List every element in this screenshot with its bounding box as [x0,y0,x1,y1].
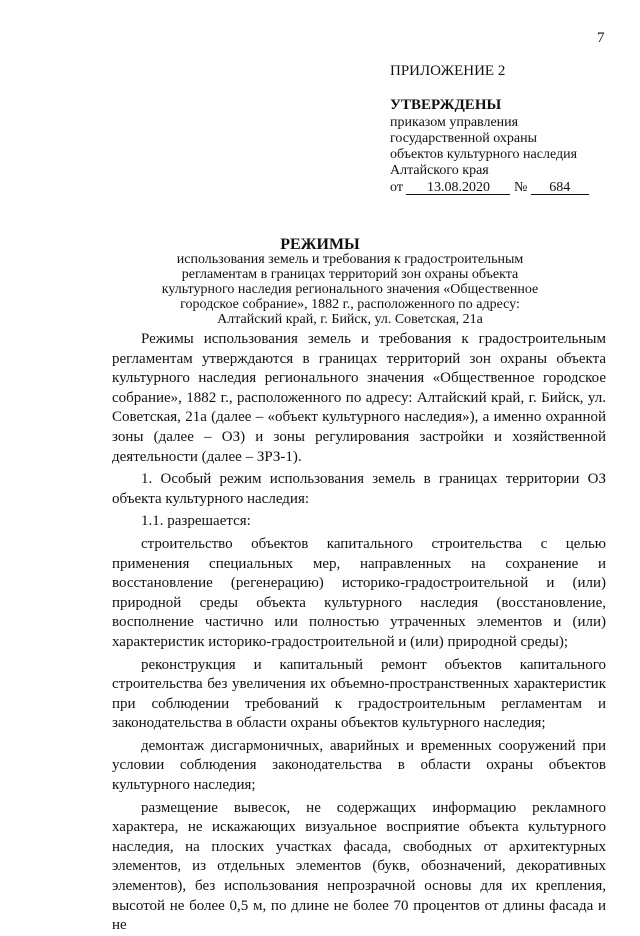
approval-line: Алтайского края [390,163,489,178]
document-body [112,330,606,936]
date-prefix: от [390,180,403,195]
paragraph-reconstruction: реконструкция и капитальный ремонт объектов капитального строительства без увеличения их объемно-пространственных характеристик при соблюдении требований к градостроительным регламентам и законодательства в области охраны объектов культурного наследия; [112,656,606,732]
document-subtitle [120,252,580,327]
approval-line: объектов культурного наследия [390,147,578,162]
order-number: 684 [531,181,589,195]
page-number: 7 [597,30,605,46]
paragraph-signage: размещение вывесок, не содержащих информацию рекламного характера, не искажающих визуальное восприятие объекта культурного наследия, на плоских участках фасада, свободных от архитектурных элементов, из отдельных элементов (букв, обозначений, декоративных элементов), без использования непрозрачной основы для их крепления, высотой не более 0,5 м, по длине не более 70 процентов от длины фасада и не [112,799,606,934]
subtitle-line: городское собрание», 1882 г., расположенного по адресу: [180,297,520,312]
approval-line: приказом управления [390,115,519,130]
order-date: 13.08.2020 [406,181,510,195]
approved-heading: УТВЕРЖДЕНЫ [390,97,502,113]
paragraph-section-1-1: 1.1. разрешается: [141,513,251,530]
order-date-line [390,180,589,196]
paragraph-demolition: демонтаж дисгармоничных, аварийных и временных сооружений при условии соблюдения законодательства в области охраны объектов культурного наследия; [112,737,606,794]
paragraph-intro: Режимы использования земель и требования к градостроительным регламентам утверждаются в границах территорий зон охраны объекта культурного наследия регионального значения «Общественное городское собрание», 1882 г., расположенного по адресу: Алтайский край, г. Бийск, ул. Советская, 21а (далее – «объект культурного наследия»), а именно охранной зоны (далее – ОЗ) и зоны регулирования застройки и хозяйственной деятельности (далее – ЗРЗ-1). [112,331,606,465]
paragraph-construction: строительство объектов капитального строительства с целью применения специальных мер, направленных на сохранение и восстановление (регенерацию) историко-градостроительной и (или) природной среды объекта культурного наследия (восстановление, восполнение частично или полностью утраченных элементов и (или) характеристик историко-градостроительной и (или) природной среды); [112,535,606,650]
paragraph-section-1: 1. Особый режим использования земель в границах территории ОЗ объекта культурного наследия: [112,471,606,507]
approval-line: государственной охраны [390,131,538,146]
appendix-label: ПРИЛОЖЕНИЕ 2 [390,63,506,79]
subtitle-line: Алтайский край, г. Бийск, ул. Советская, 21а [217,312,483,327]
subtitle-line: культурного наследия регионального значения «Общественное [161,282,539,297]
number-prefix: № [513,180,528,195]
subtitle-line: использования земель и требования к градостроительным [176,252,524,267]
subtitle-line: регламентам в границах территорий зон охраны объекта [181,267,519,282]
document-title: РЕЖИМЫ [280,236,360,253]
